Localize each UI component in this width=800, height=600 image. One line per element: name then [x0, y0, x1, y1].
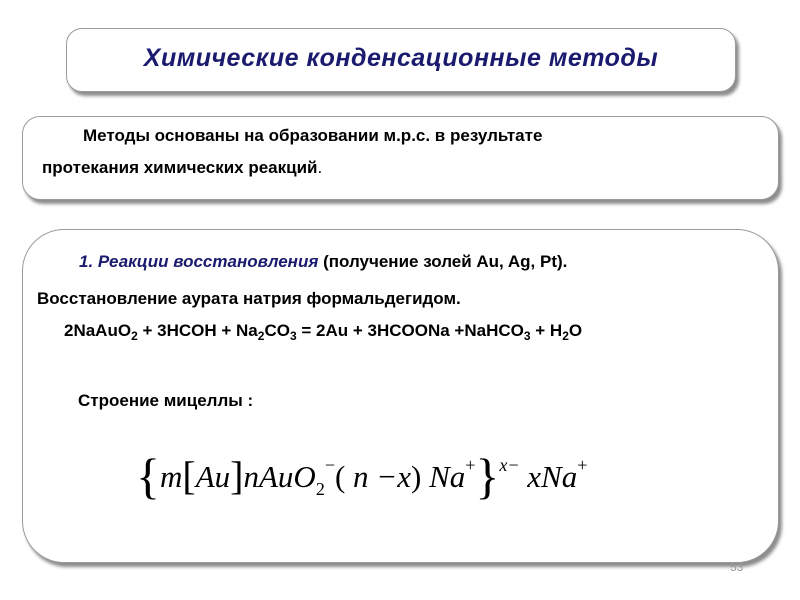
eq-part-3: CO [264, 321, 290, 340]
intro-box [22, 116, 779, 200]
eq-sub-1: 2 [131, 329, 138, 343]
open-paren: ( [334, 459, 346, 494]
close-paren: ) [410, 459, 422, 494]
eq-part-4: = 2Au + 3HCOONa +NaHCO [296, 321, 524, 340]
na-charge: + [465, 455, 476, 475]
eq-part-1: 2NaAuO [64, 321, 132, 340]
eq-part-5: + H [530, 321, 563, 340]
reaction-heading-italic: Реакции восстановления [97, 252, 319, 271]
reduction-text: Восстановление аурата натрия формальдегидом. [37, 289, 461, 308]
auo-charge: − [324, 455, 335, 475]
eq-part-6: O [568, 321, 583, 340]
au-symbol: Au [195, 459, 231, 494]
open-bracket: [ [182, 453, 196, 498]
eq-sub-2: 2 [257, 329, 265, 343]
eq-sub-5: 2 [562, 329, 569, 343]
title-box [66, 28, 736, 92]
page-number: 53 [730, 560, 744, 574]
x-na-symbol: xNa [519, 459, 578, 494]
auo-subscript: 2 [315, 479, 325, 499]
n-auo-symbol: nAuO [243, 459, 316, 494]
reaction-heading [79, 252, 567, 272]
m-symbol: m [160, 459, 183, 494]
na-symbol: Na [421, 459, 466, 494]
n-minus-x: n −x [345, 459, 411, 494]
structure-label: Строение мицеллы : [78, 391, 254, 410]
close-brace: } [475, 448, 500, 504]
micelle-formula [136, 445, 588, 504]
eq-sub-4: 3 [523, 329, 531, 343]
eq-part-2: + 3HCOH + Na [137, 321, 258, 340]
intro-line-2 [42, 158, 322, 178]
intro-line-2-text: протекания химических реакций [42, 158, 318, 177]
x-na-charge: + [577, 455, 588, 475]
slide-title: Химические конденсационные методы [143, 44, 659, 72]
intro-line-2-period: . [317, 158, 323, 177]
eq-sub-3: 3 [289, 329, 297, 343]
reaction-heading-rest: (получение золей Au, Ag, Pt). [318, 252, 568, 271]
intro-line-1: Методы основаны на образовании м.р.с. в результате [83, 126, 543, 145]
chemical-equation [64, 321, 582, 341]
open-brace: { [136, 448, 160, 504]
granule-charge: x− [499, 455, 520, 475]
close-bracket: ] [230, 453, 244, 498]
reaction-number: 1. [79, 252, 94, 271]
main-content-box [22, 229, 779, 563]
